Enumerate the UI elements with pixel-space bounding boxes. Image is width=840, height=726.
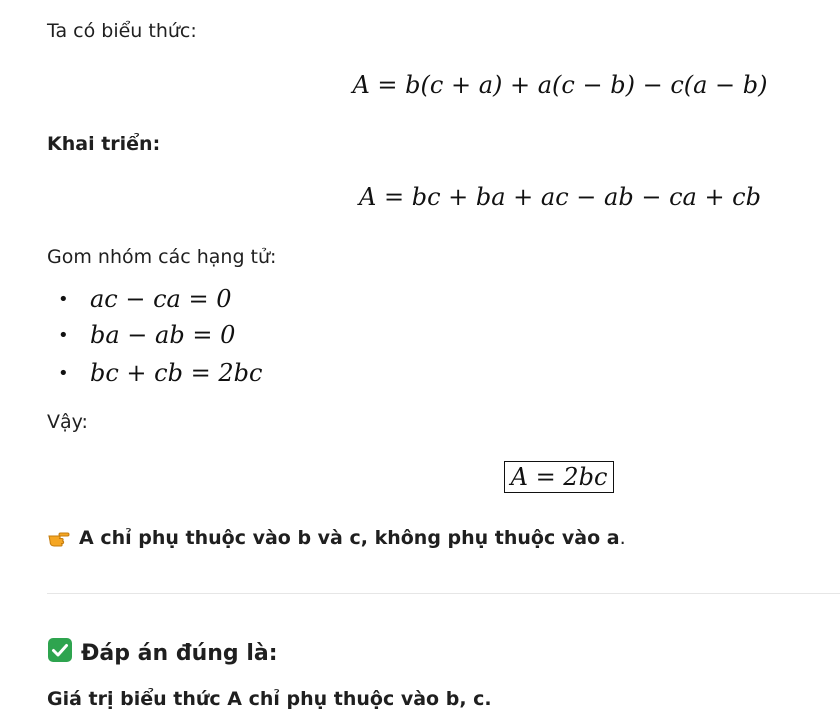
answer-heading-row [47, 637, 278, 668]
bullet-item: ba − ab = 0 [90, 321, 236, 349]
note-period: . [619, 527, 626, 549]
divider [47, 593, 840, 594]
math-expanded: A = bc + ba + ac − ab − ca + cb [359, 183, 761, 211]
group-label: Gom nhóm các hạng tử: [47, 246, 277, 268]
answer-text: Giá trị biểu thức A chỉ phụ thuộc vào b, c. [47, 688, 492, 710]
bullet-item: bc + cb = 2bc [90, 359, 263, 387]
math-expression: A = b(c + a) + a(c − b) − c(a − b) [352, 71, 768, 99]
intro-text: Ta có biểu thức: [47, 20, 197, 42]
expand-label: Khai triển: [47, 133, 161, 155]
check-mark-button-icon [47, 637, 71, 661]
pointing-hand-icon [47, 527, 71, 551]
bullet-item: ac − ca = 0 [90, 285, 232, 313]
math-result: A = 2bc [504, 461, 615, 493]
bullet-dot: • [58, 325, 69, 346]
note-text: A chỉ phụ thuộc vào b và c, không phụ thuộc vào a [79, 527, 620, 549]
conclusion-label: Vậy: [47, 411, 88, 433]
bullet-dot: • [58, 289, 69, 310]
answer-heading: Đáp án đúng là: [81, 641, 278, 666]
result-box [0, 462, 840, 492]
note-row [47, 526, 626, 551]
bullet-dot: • [58, 363, 69, 384]
